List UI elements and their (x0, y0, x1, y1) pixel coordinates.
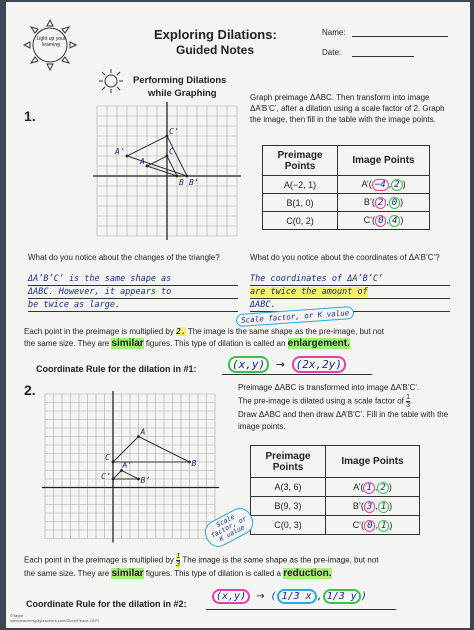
section2-similar: similar (111, 568, 144, 579)
table1-pre-a: A(−2, 1) (263, 176, 338, 194)
rule-line-1 (222, 374, 372, 375)
table1-img-c[interactable]: C’( 0 , 4 ) (338, 212, 430, 230)
question-changes: What do you notice about the changes of the triangle? (28, 253, 220, 262)
label-a2-2: A’ (122, 460, 133, 470)
rule-line-2 (206, 609, 396, 610)
section1-k-value: 2. (176, 327, 186, 336)
rule-2-x: 1/3 x (277, 589, 317, 604)
table2-pre-c: C(0, 3) (251, 516, 326, 535)
table2-img-a[interactable]: A’( 1 , 2 ) (326, 478, 420, 497)
rule-label-2: Coordinate Rule for the dilation in #2: (26, 599, 187, 609)
section1-similar: similar (111, 338, 144, 349)
section1-enlargement: enlargement. (287, 338, 350, 349)
points-table-2 (250, 445, 420, 535)
label-a2-1-point (126, 155, 129, 158)
label-c2-2: C’ (101, 472, 111, 481)
table1-header-image: Image Points (338, 146, 430, 176)
table1-img-c-y: 4 (389, 215, 400, 227)
name-line[interactable] (352, 36, 448, 37)
section1-instructions: Graph preimage ΔABC. Then transform into image ΔA’B’C’, after a dilation using a scale factor of 2. Graph the image, then fill in the table with the image points. (250, 93, 445, 124)
table1-pre-c: C(0, 2) (263, 212, 338, 230)
label-b-1-point (176, 175, 179, 178)
problem-2-number: 2. (24, 382, 36, 398)
label-c-2-point (112, 461, 115, 464)
scale-factor-note-1: Scale factor, or K value (236, 306, 355, 327)
section1-heading-line2: while Graphing (148, 88, 217, 99)
answer-changes[interactable]: ΔA’B’C’ is the same shape as ΔABC. However, it appears to be twice as large. (28, 273, 238, 312)
page-title: Exploring Dilations: (154, 27, 277, 42)
label-a-1: A (140, 157, 145, 166)
scale-factor-note-2: Scale factor, or K value (201, 504, 258, 551)
table2-img-c-y: 1 (378, 520, 389, 532)
table1-img-b-x: 2 (375, 197, 386, 209)
coordinate-grid-2 (42, 391, 224, 549)
table2-pre-b: B(9, 3) (251, 497, 326, 516)
label-c-2: C (105, 453, 110, 462)
table1-header-preimage: Preimage Points (263, 146, 338, 176)
label-a2-1: A’ (115, 147, 125, 156)
table2-img-c-x: 0 (364, 520, 375, 532)
label-b2-1-point (186, 175, 189, 178)
table2-pre-a: A(3, 6) (251, 478, 326, 497)
label-a-2: A (140, 427, 146, 437)
triangle-abc-2 (113, 437, 190, 463)
label-a-2-point (137, 435, 140, 438)
page-subtitle: Guided Notes (176, 43, 255, 57)
rule-2-left: (x,y) (212, 589, 250, 604)
table1-img-a[interactable]: A’( −4 , 2 ) (338, 176, 430, 194)
triangle-image-2 (113, 471, 139, 480)
label-c-1-point (166, 155, 169, 158)
footer-credit: ©Taylor www.teacherspayteachers.com/Store/Peace-Of-Pi (10, 613, 99, 623)
table2-img-b[interactable]: B’( 3 , 1 ) (326, 497, 420, 516)
table1-img-c-x: 0 (375, 215, 386, 227)
table2-img-a-x: 1 (363, 482, 374, 494)
problem-1-number: 1. (24, 108, 36, 124)
table1-img-a-x: −4 (372, 179, 389, 191)
worksheet-page (6, 2, 470, 628)
table1-img-a-y: 2 (391, 179, 402, 191)
date-line[interactable] (352, 56, 414, 57)
name-label: Name: (322, 28, 346, 37)
table1-img-b-y: 0 (389, 197, 400, 209)
label-b-2: B (191, 459, 197, 468)
rule-1-left: (x,y) (228, 356, 269, 373)
table2-img-b-y: 1 (378, 501, 389, 513)
table2-header-image: Image Points (326, 446, 420, 478)
rule-1-right: (2x,2y) (292, 356, 346, 373)
question-coordinates: What do you notice about the coordinates of ΔA’B’C’? (250, 253, 440, 262)
section2-reduction: reduction. (283, 568, 332, 579)
table2-img-c[interactable]: C’( 0 , 1 ) (326, 516, 420, 535)
section1-statement: Each point in the preimage is multiplied by 2. The image is the same shape as the pre-image, but not the same size. They are similar figures. This type of dilation is called an enlargement. (24, 327, 384, 349)
rule-2-y: 1/3 y (323, 589, 361, 604)
section2-statement: Each point in the preimage is multiplied by $\frac{1}{3}$ The image is the same shape as the pre-image, but not the same size. They are similar figures. This type of dilation is called a reduction. (24, 552, 379, 579)
coordinate-grid-1 (93, 102, 243, 240)
table2-header-preimage: Preimage Points (251, 446, 326, 478)
answer-coordinates[interactable]: The coordinates of ΔA’B’C’ are twice the amount of ΔABC. (250, 273, 450, 312)
section2-instructions: Preimage ΔABC is transformed into image ΔA’B’C’. The pre-image is dilated using a scale factor of $\frac{1}{3}$ . Draw ΔABC and then draw ΔA’B’C’. Fill in the table with the image points. (238, 383, 449, 431)
table1-pre-b: B(1, 0) (263, 194, 338, 212)
label-a2-2-point (120, 469, 123, 472)
frac-one-third: $\frac{1}{3}$ (406, 394, 411, 409)
label-b2-2: B’ (140, 476, 151, 485)
label-c2-1: C’ (169, 127, 179, 136)
label-a-1-point (146, 165, 149, 168)
label-b2-1: B’ (189, 178, 199, 187)
rule-1[interactable]: (x,y) → (2x,2y) (228, 358, 346, 371)
label-c2-1-point (166, 135, 169, 138)
date-label: Date: (322, 48, 342, 57)
table1-img-b[interactable]: B’( 2 , 0 ) (338, 194, 430, 212)
rule-2[interactable]: (x,y) → ( 1/3 x , 1/3 y ) (212, 591, 367, 602)
label-b-1: B (179, 178, 184, 187)
label-b-2-point (188, 461, 191, 464)
sun-text: Light up your learning (36, 36, 66, 48)
table2-img-a-y: 2 (377, 482, 388, 494)
points-table-1 (262, 145, 430, 230)
section1-heading-line1: Performing Dilations (133, 75, 227, 86)
section2-k-value: $\frac{1}{3}$ (176, 552, 181, 568)
label-b2-2-point (137, 478, 140, 481)
small-sun-icon (96, 68, 126, 94)
rule-label-1: Coordinate Rule for the dilation in #1: (36, 364, 197, 374)
label-c-1: C (169, 147, 174, 156)
table2-img-b-x: 3 (364, 501, 375, 513)
label-c2-2-point (112, 478, 115, 481)
